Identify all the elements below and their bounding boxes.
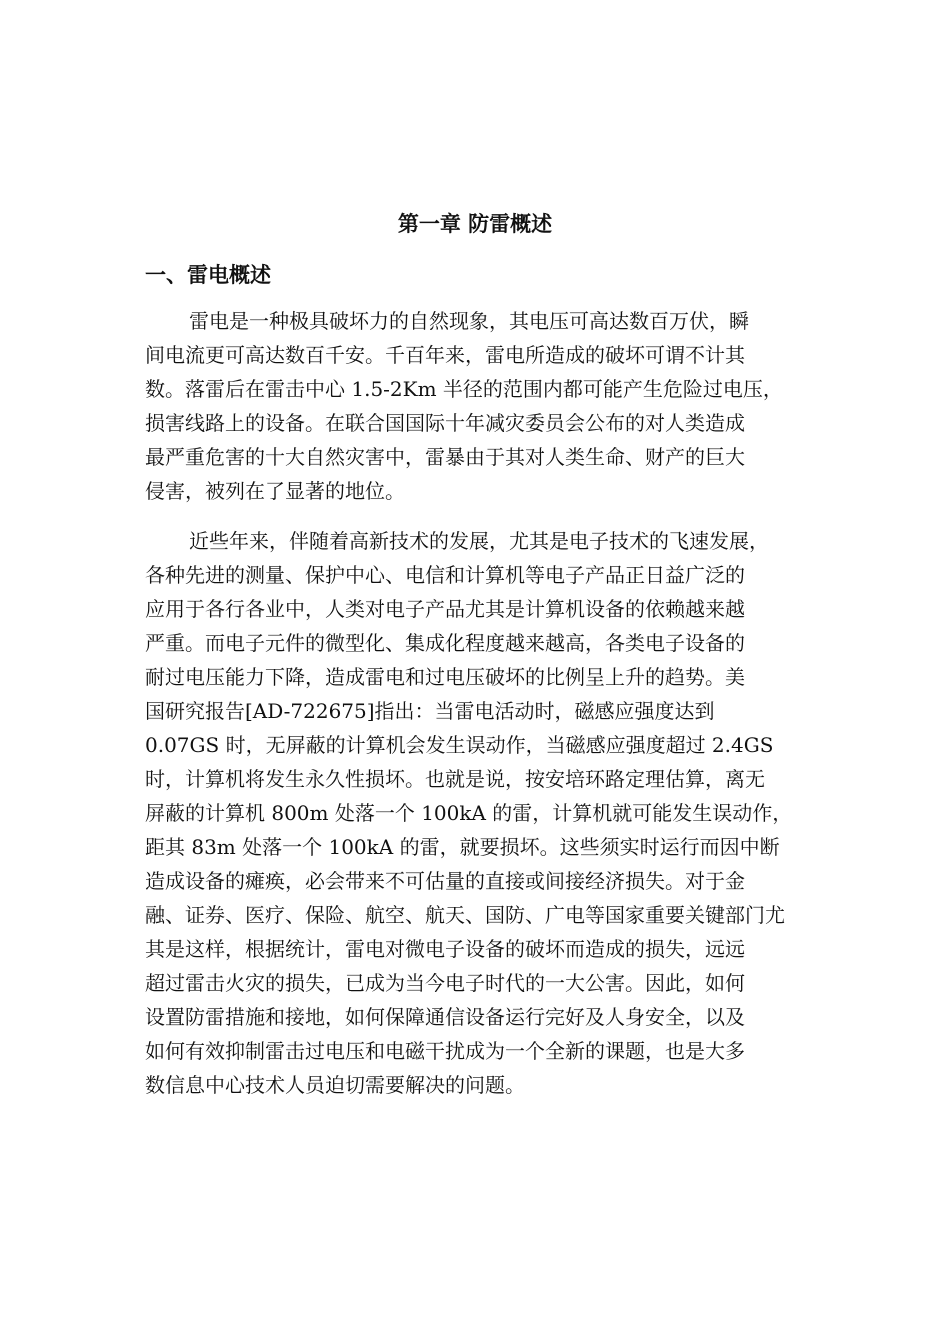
text-line: 损害线路上的设备。在联合国国际十年减灾委员会公布的对人类造成 xyxy=(145,411,745,435)
text-line: 时，计算机将发生永久性损坏。也就是说，按安培环路定理估算，离无 xyxy=(145,767,765,791)
text-line: 耐过电压能力下降，造成雷电和过电压破坏的比例呈上升的趋势。美 xyxy=(145,665,745,689)
text-line: 各种先进的测量、保护中心、电信和计算机等电子产品正日益广泛的 xyxy=(145,563,745,587)
text-line: 融、证券、医疗、保险、航空、航天、国防、广电等国家重要关键部门尤 xyxy=(145,903,785,927)
text-line: 国研究报告[AD-722675]指出：当雷电活动时，磁感应强度达到 xyxy=(145,699,715,723)
text-line: 0.07GS 时，无屏蔽的计算机会发生误动作，当磁感应强度超过 2.4GS xyxy=(145,733,774,757)
text-line: 其是这样，根据统计，雷电对微电子设备的破坏而造成的损失，远远 xyxy=(145,937,745,961)
text-line: 最严重危害的十大自然灾害中，雷暴由于其对人类生命、财产的巨大 xyxy=(145,445,745,469)
text-line: 超过雷击火灾的损失，已成为当今电子时代的一大公害。因此，如何 xyxy=(145,971,745,995)
text-line: 应用于各行各业中，人类对电子产品尤其是计算机设备的依赖越来越 xyxy=(145,597,745,621)
section-heading: 一、雷电概述 xyxy=(145,262,271,287)
text-line: 严重。而电子元件的微型化、集成化程度越来越高，各类电子设备的 xyxy=(145,631,745,655)
text-line: 侵害，被列在了显著的地位。 xyxy=(145,479,405,503)
text-line: 屏蔽的计算机 800m 处落一个 100kA 的雷，计算机就可能发生误动作， xyxy=(145,801,793,825)
text-line: 间电流更可高达数百千安。千百年来，雷电所造成的破坏可谓不计其 xyxy=(145,343,745,367)
text-line: 雷电是一种极具破坏力的自然现象，其电压可高达数百万伏，瞬 xyxy=(189,309,749,333)
text-line: 如何有效抑制雷击过电压和电磁干扰成为一个全新的课题，也是大多 xyxy=(145,1039,745,1063)
text-line: 数。落雷后在雷击中心 1.5-2Km 半径的范围内都可能产生危险过电压， xyxy=(145,377,783,401)
text-line: 造成设备的瘫痪，必会带来不可估量的直接或间接经济损失。对于金 xyxy=(145,869,745,893)
text-line: 设置防雷措施和接地，如何保障通信设备运行完好及人身安全，以及 xyxy=(145,1005,745,1029)
paragraph-1 xyxy=(145,304,815,508)
chapter-title: 第一章 防雷概述 xyxy=(397,211,553,236)
paragraph-2 xyxy=(145,524,815,1102)
text-line: 数信息中心技术人员迫切需要解决的问题。 xyxy=(145,1073,525,1097)
text-line: 距其 83m 处落一个 100kA 的雷，就要损坏。这些须实时运行而因中断 xyxy=(145,835,780,859)
text-line: 近些年来，伴随着高新技术的发展，尤其是电子技术的飞速发展， xyxy=(189,529,769,553)
